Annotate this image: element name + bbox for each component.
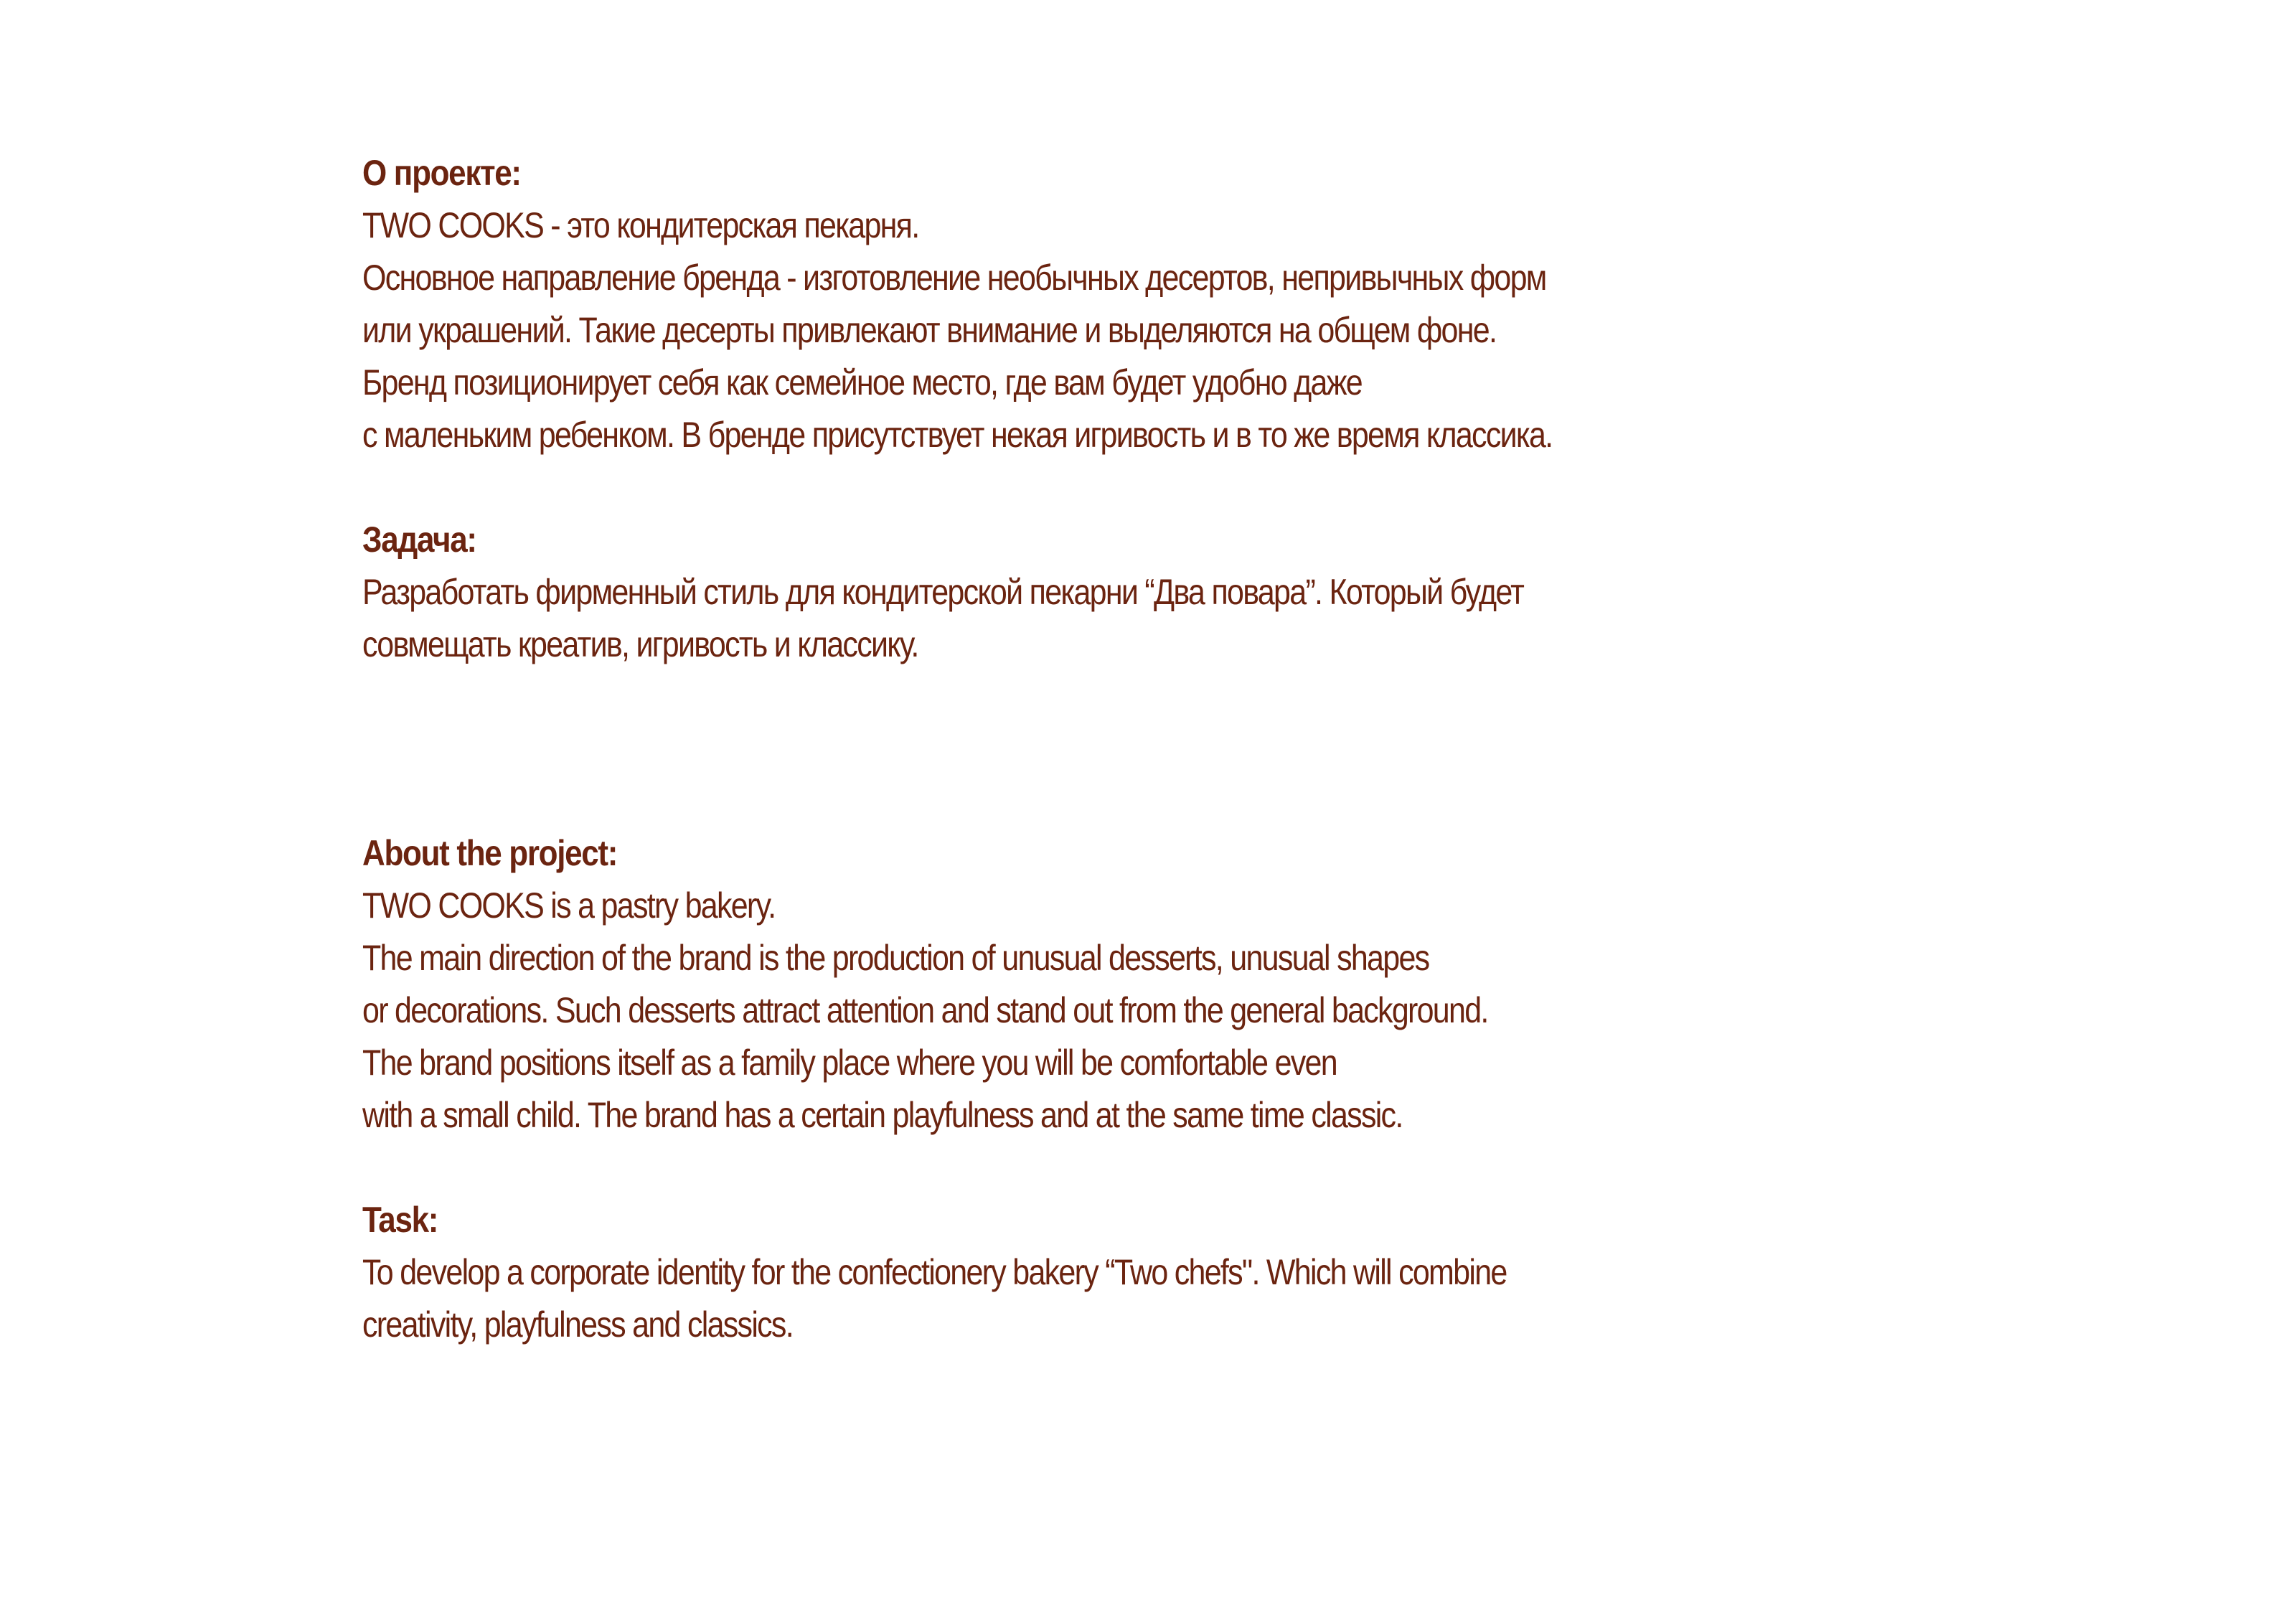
ru-about-line: с маленьким ребенком. В бренде присутствует некая игривость и в то же время классика. (362, 415, 1553, 455)
ru-about-line: Бренд позиционирует себя как семейное место, где вам будет удобно даже (362, 362, 1362, 403)
en-about-line: with a small child. The brand has a certain playfulness and at the same time classic. (362, 1095, 1403, 1135)
en-task-line: To develop a corporate identity for the confectionery bakery “Two chefs". Which will combine (362, 1252, 1507, 1292)
en-task-heading: Task: (362, 1200, 438, 1240)
project-description (362, 147, 2156, 1351)
ru-task-line: совмещать креатив, игривость и классику. (362, 624, 918, 664)
en-about-heading: About the project: (362, 833, 618, 873)
en-about-line: The main direction of the brand is the production of unusual desserts, unusual shapes (362, 938, 1429, 978)
ru-about-line: TWO COOKS - это кондитерская пекарня. (362, 205, 919, 245)
ru-about-section (362, 147, 2156, 461)
ru-about-line: или украшений. Такие десерты привлекают внимание и выделяются на общем фоне. (362, 310, 1497, 350)
ru-task-heading: Задача: (362, 519, 476, 560)
en-about-line: The brand positions itself as a family place where you will be comfortable even (362, 1043, 1337, 1083)
spacer (362, 671, 2156, 827)
en-task-section (362, 1194, 2156, 1351)
spacer (362, 1142, 2156, 1194)
ru-task-line: Разработать фирменный стиль для кондитерской пекарни “Два повара”. Который будет (362, 572, 1524, 612)
en-about-line: TWO COOKS is a pastry bakery. (362, 885, 776, 926)
en-about-section (362, 827, 2156, 1142)
spacer (362, 461, 2156, 514)
ru-task-section (362, 514, 2156, 671)
ru-about-line: Основное направление бренда - изготовление необычных десертов, непривычных форм (362, 258, 1546, 298)
ru-about-heading: О проекте: (362, 153, 521, 193)
en-about-line: or decorations. Such desserts attract attention and stand out from the general background. (362, 990, 1488, 1030)
en-task-line: creativity, playfulness and classics. (362, 1304, 793, 1345)
